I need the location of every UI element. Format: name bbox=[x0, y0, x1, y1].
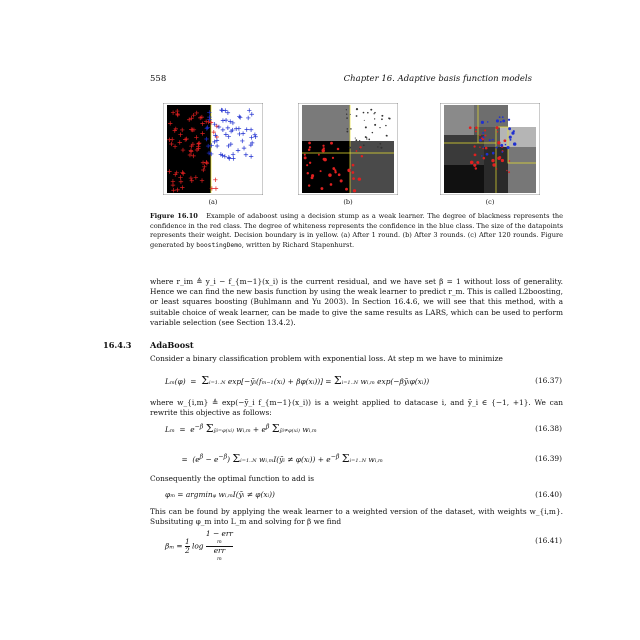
caption-tail: , written by Richard Stapenhurst. bbox=[241, 240, 355, 249]
equation-number-16-40: (16.40) bbox=[535, 490, 562, 499]
red-point bbox=[320, 170, 322, 172]
blue-point bbox=[479, 139, 482, 142]
panel-c-label: (c) bbox=[485, 198, 495, 206]
blue-point bbox=[346, 131, 348, 133]
blue-point bbox=[486, 153, 489, 156]
red-point bbox=[334, 171, 336, 173]
blue-point bbox=[492, 153, 494, 155]
blue-point bbox=[372, 132, 373, 133]
red-point bbox=[483, 157, 486, 160]
figure-panel-c bbox=[440, 103, 540, 195]
blue-point bbox=[367, 112, 369, 114]
equation-number-16-38: (16.38) bbox=[535, 424, 562, 433]
blue-point bbox=[492, 139, 494, 141]
page-number: 558 bbox=[150, 74, 167, 84]
blue-point bbox=[505, 144, 507, 146]
red-point bbox=[497, 141, 500, 144]
red-point bbox=[497, 157, 501, 161]
blue-point bbox=[370, 109, 372, 111]
equation-number-16-41: (16.41) bbox=[535, 536, 562, 545]
blue-point bbox=[364, 120, 365, 121]
red-point bbox=[318, 154, 320, 156]
blue-point bbox=[359, 148, 360, 149]
red-point bbox=[311, 174, 314, 177]
blue-point bbox=[346, 114, 347, 115]
blue-point bbox=[501, 151, 503, 153]
red-point bbox=[469, 126, 472, 129]
red-point bbox=[485, 135, 487, 137]
paragraph-optimal: Consequently the optimal function to add is bbox=[150, 474, 315, 483]
red-point bbox=[508, 171, 510, 173]
blue-point bbox=[363, 112, 365, 114]
paragraph-residual: where r_im ≜ y_i − f_{m−1}(x_i) is the current residual, and we have set β = 1 without loss of generality. Hence we can find the new basis function by using the weak learner to predict r_m. This is called L2boosting, or least squares boosting (Buhlmann and Yu 2003). In Section 16.4.6, we will see that this method, with a suitable choice of weak learner, can be made to give the same results as LARS, which can be used to perform variable selection (see Section 13.4.2). bbox=[150, 277, 563, 327]
red-point bbox=[492, 163, 495, 166]
blue-point bbox=[502, 116, 504, 118]
red-point bbox=[322, 145, 324, 147]
blue-point bbox=[481, 155, 482, 156]
red-point bbox=[356, 150, 358, 152]
blue-point bbox=[366, 139, 367, 140]
red-point bbox=[309, 162, 311, 164]
section-title: AdaBoost bbox=[150, 340, 194, 350]
red-point bbox=[332, 157, 334, 159]
blue-point bbox=[377, 146, 378, 147]
blue-point bbox=[368, 138, 370, 140]
red-point bbox=[308, 184, 310, 186]
red-point bbox=[478, 162, 480, 164]
blue-point bbox=[502, 119, 505, 122]
red-point bbox=[304, 154, 306, 156]
red-point bbox=[330, 142, 333, 145]
red-point bbox=[351, 171, 354, 174]
figure-caption bbox=[150, 212, 563, 250]
figure-panel-b bbox=[298, 103, 398, 195]
blue-point bbox=[483, 147, 484, 148]
blue-point bbox=[349, 147, 351, 149]
red-point bbox=[345, 188, 348, 191]
red-point bbox=[475, 126, 478, 129]
red-point bbox=[484, 129, 486, 131]
red-point bbox=[496, 168, 497, 169]
red-point bbox=[501, 159, 504, 162]
blue-point bbox=[508, 127, 511, 130]
red-point bbox=[475, 130, 477, 132]
figure-panel-a bbox=[163, 103, 263, 195]
red-point bbox=[309, 146, 311, 148]
red-point bbox=[306, 164, 308, 166]
blue-point bbox=[374, 124, 376, 126]
blue-point bbox=[381, 115, 383, 117]
red-point bbox=[340, 179, 343, 182]
paragraph-weights: where w_{i,m} ≜ exp(−ỹ_i f_{m−1}(x_i)) is a weight applied to datacase i, and ỹ_i ∈ {−1, +1}. We can rewrite this objective as follows: bbox=[150, 398, 563, 418]
red-point bbox=[482, 148, 483, 149]
blue-point bbox=[350, 114, 351, 115]
panel-a-label: (a) bbox=[208, 198, 218, 206]
blue-point bbox=[365, 126, 367, 128]
panel-c-plot bbox=[440, 103, 540, 195]
equation-16-39: = $(e^\beta - e^{-\beta})$ Σi=1..N wi,mI(ỹi ≠ $\varphi(xi)) + e^{-\beta}$ Σi=1..N wi,m bbox=[165, 452, 383, 465]
red-point bbox=[473, 164, 476, 167]
equation-16-41: βm = $\frac{1}{2}$ log 1 − err m err m bbox=[165, 529, 233, 562]
section-number: 16.4.3 bbox=[103, 340, 132, 350]
chapter-title: Chapter 16. Adaptive basis function models bbox=[343, 74, 532, 84]
red-point bbox=[352, 177, 355, 180]
blue-point bbox=[481, 122, 483, 124]
red-point bbox=[332, 167, 335, 170]
equation-number-16-39: (16.39) bbox=[535, 454, 562, 463]
equation-16-38: $Lm = e^{-\beta}$ Σỹi=φ(xi) $wi,m + e^\beta$ Σỹi≠φ(xi) wi,m bbox=[165, 422, 317, 435]
blue-point bbox=[500, 121, 502, 123]
red-point bbox=[308, 149, 310, 151]
blue-point bbox=[496, 147, 498, 149]
red-point bbox=[473, 145, 475, 147]
red-point bbox=[304, 156, 307, 159]
blue-point bbox=[489, 139, 491, 141]
blue-point bbox=[510, 139, 512, 141]
red-point bbox=[497, 131, 498, 132]
red-point bbox=[358, 177, 361, 180]
red-point bbox=[352, 164, 355, 167]
blue-point bbox=[389, 118, 391, 120]
equation-16-40: φm = argminφ wi,mI(ỹi ≠ φ(xi)) bbox=[165, 490, 275, 499]
blue-point bbox=[513, 142, 516, 145]
blue-point bbox=[379, 143, 381, 145]
blue-point bbox=[509, 136, 512, 139]
red-point bbox=[479, 146, 480, 147]
blue-point bbox=[355, 139, 357, 141]
blue-point bbox=[363, 144, 365, 146]
blue-point bbox=[373, 113, 374, 114]
red-point bbox=[347, 169, 350, 172]
red-point bbox=[330, 183, 333, 186]
blue-point bbox=[496, 119, 499, 122]
red-point bbox=[506, 170, 507, 171]
red-point bbox=[475, 167, 477, 169]
blue-point bbox=[508, 119, 510, 121]
caption-label: Figure 16.10 bbox=[150, 212, 198, 220]
red-point bbox=[359, 146, 361, 148]
red-point bbox=[320, 187, 323, 190]
blue-point bbox=[385, 125, 386, 126]
blue-point bbox=[355, 138, 356, 139]
paragraph-intro: Consider a binary classification problem with exponential loss. At step m we have to minimize bbox=[150, 354, 503, 363]
blue-point bbox=[346, 109, 347, 110]
red-point bbox=[338, 173, 341, 176]
panel-b-plot bbox=[298, 103, 398, 195]
red-point bbox=[474, 153, 477, 156]
blue-point bbox=[359, 140, 360, 141]
panel-b-label: (b) bbox=[343, 198, 353, 206]
blue-point bbox=[482, 136, 484, 138]
blue-point bbox=[365, 136, 367, 138]
blue-point bbox=[507, 146, 510, 149]
blue-point bbox=[347, 128, 349, 130]
blue-point bbox=[511, 132, 514, 135]
blue-point bbox=[374, 112, 376, 114]
blue-point bbox=[356, 115, 358, 117]
red-point bbox=[307, 172, 309, 174]
blue-point bbox=[374, 118, 375, 119]
blue-point bbox=[487, 121, 488, 122]
red-point bbox=[485, 147, 488, 150]
blue-point bbox=[499, 116, 501, 118]
blue-point bbox=[350, 128, 352, 130]
panel-a-plot bbox=[163, 103, 263, 195]
red-point bbox=[471, 161, 473, 163]
red-point bbox=[323, 158, 327, 162]
caption-text: Example of adaboost using a decision stump as a weak learner. The degree of blackness represents the confidence in the red class. The degree of whiteness represents the confidence in the blue class. The size of the datapoints represents their weight. Decision boundary is in yellow. (a) After 1 round. (b) After 3 rounds. (c) After 120 rounds. Figure generated by bbox=[150, 212, 564, 249]
red-point bbox=[479, 134, 481, 136]
blue-point bbox=[386, 135, 388, 137]
blue-point bbox=[500, 144, 503, 147]
equation-16-37: Lm(φ) = Σi=1..N exp[−ỹi(fm−1(xi) + βφ(xi))] = Σi=1..N wi,m exp(−βỹiφ(xi)) bbox=[165, 374, 430, 387]
red-point bbox=[323, 147, 325, 149]
paragraph-solve-beta: This can be found by applying the weak learner to a weighted version of the dataset, with weights w_{i,m}. Subsituting φ_m into L_m and solving for β we find bbox=[150, 507, 563, 527]
red-point bbox=[308, 142, 311, 145]
red-point bbox=[361, 155, 363, 157]
blue-point bbox=[356, 108, 358, 110]
red-point bbox=[496, 126, 499, 129]
blue-point bbox=[379, 127, 380, 128]
blue-point bbox=[346, 117, 348, 119]
red-point bbox=[491, 159, 494, 162]
blue-point bbox=[380, 147, 382, 149]
red-point bbox=[337, 148, 340, 151]
red-point bbox=[353, 189, 356, 192]
red-point bbox=[509, 160, 511, 162]
equation-number-16-37: (16.37) bbox=[535, 376, 562, 385]
red-point bbox=[503, 139, 506, 142]
blue-point bbox=[381, 118, 383, 120]
caption-code: boostingDemo bbox=[196, 241, 242, 249]
red-point bbox=[328, 173, 332, 177]
blue-point bbox=[482, 132, 484, 134]
